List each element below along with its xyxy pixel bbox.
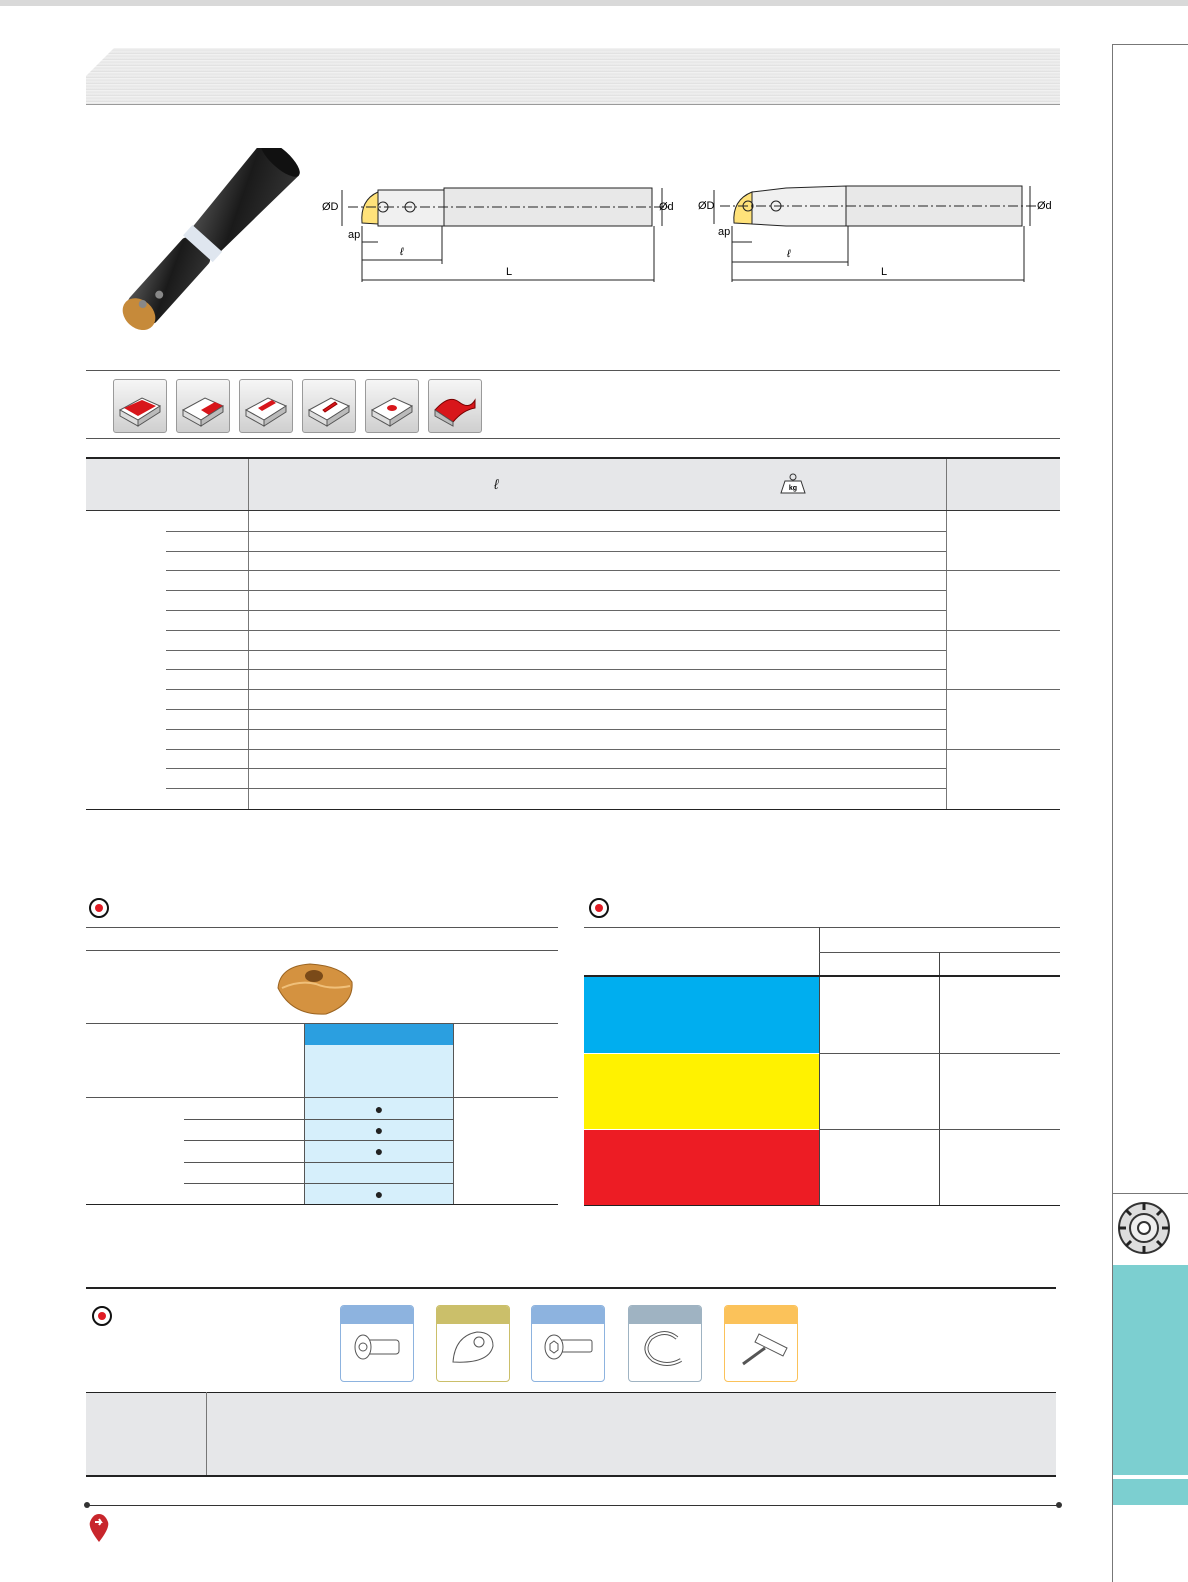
material-group-M [584, 1054, 819, 1129]
insert-image [270, 960, 356, 1018]
svg-text:kg: kg [788, 485, 798, 492]
torx-wrench-icon [724, 1305, 798, 1382]
spec-table-bottom-rule [86, 809, 1060, 810]
spec-table-row [166, 729, 946, 730]
clamp-screw-icon [340, 1305, 414, 1382]
footer-rule [86, 1505, 1060, 1506]
spec-table-header [86, 459, 1060, 510]
slotting-icon [239, 379, 293, 433]
dim-label-ap: ap [718, 226, 731, 238]
section-bullet-icon [92, 1306, 112, 1326]
face-mill-cutter-icon [1116, 1200, 1172, 1256]
title-banner [86, 48, 1060, 105]
spec-table-row [166, 630, 1060, 631]
accessory-table-row [86, 1434, 1056, 1456]
insert-availability-cell [305, 1162, 453, 1183]
accessory-table-row [86, 1393, 1056, 1415]
dim-label-L: L [881, 266, 888, 278]
plunging-icon [365, 379, 419, 433]
dimension-drawing-straight [318, 178, 688, 288]
dim-label-d: Ød [659, 201, 674, 213]
spec-table-row [166, 650, 946, 651]
spec-table-row [166, 610, 946, 611]
spec-table-row [166, 551, 946, 552]
dim-label-L: L [506, 266, 513, 278]
spec-table-row [166, 709, 946, 710]
dim-label-ap: ap [348, 229, 361, 241]
section-bullet-icon [589, 898, 609, 918]
spec-table-row [166, 689, 1060, 690]
header-length-symbol: ℓ [494, 476, 499, 492]
dim-label-l: ℓ [400, 246, 404, 258]
spec-table-row [166, 788, 946, 789]
shoulder-milling-icon [176, 379, 230, 433]
dim-label-D: ØD [698, 200, 715, 212]
insert-availability-cell: ● [374, 1100, 384, 1117]
material-group-S [584, 1130, 819, 1205]
top-bar [0, 0, 1188, 6]
retaining-ring-icon [628, 1305, 702, 1382]
rail-tab-active[interactable] [1113, 1265, 1188, 1475]
accessory-table-row [86, 1414, 1056, 1436]
insert-availability-cell: ● [374, 1121, 384, 1138]
face-milling-icon [113, 379, 167, 433]
material-group-P [584, 977, 819, 1053]
insert-availability-cell: ● [374, 1142, 384, 1159]
rail-divider [1112, 1193, 1188, 1194]
endmill-product-photo [86, 148, 331, 330]
accessory-table-row [86, 1455, 1056, 1476]
section-bullet-icon [89, 898, 109, 918]
contour-milling-icon [428, 379, 482, 433]
spec-table-row [166, 570, 1060, 571]
weight-icon [779, 473, 807, 495]
spec-table-row [166, 749, 1060, 750]
insert-grade-header [305, 1024, 453, 1045]
dim-label-l: ℓ [787, 248, 791, 260]
spec-table-row [166, 669, 946, 670]
rail-tab-secondary[interactable] [1113, 1479, 1188, 1505]
spec-table-row [166, 531, 946, 532]
dim-label-d: Ød [1037, 200, 1052, 212]
socket-screw-icon [531, 1305, 605, 1382]
clamp-piece-icon [436, 1305, 510, 1382]
dimension-drawing-tapered [694, 178, 1064, 288]
spec-table-row [166, 590, 946, 591]
page-reference-icon[interactable] [86, 1512, 112, 1544]
spec-table-row [166, 768, 946, 769]
insert-availability-cell: ● [374, 1185, 384, 1202]
ramping-icon [302, 379, 356, 433]
dim-label-D: ØD [322, 201, 339, 213]
